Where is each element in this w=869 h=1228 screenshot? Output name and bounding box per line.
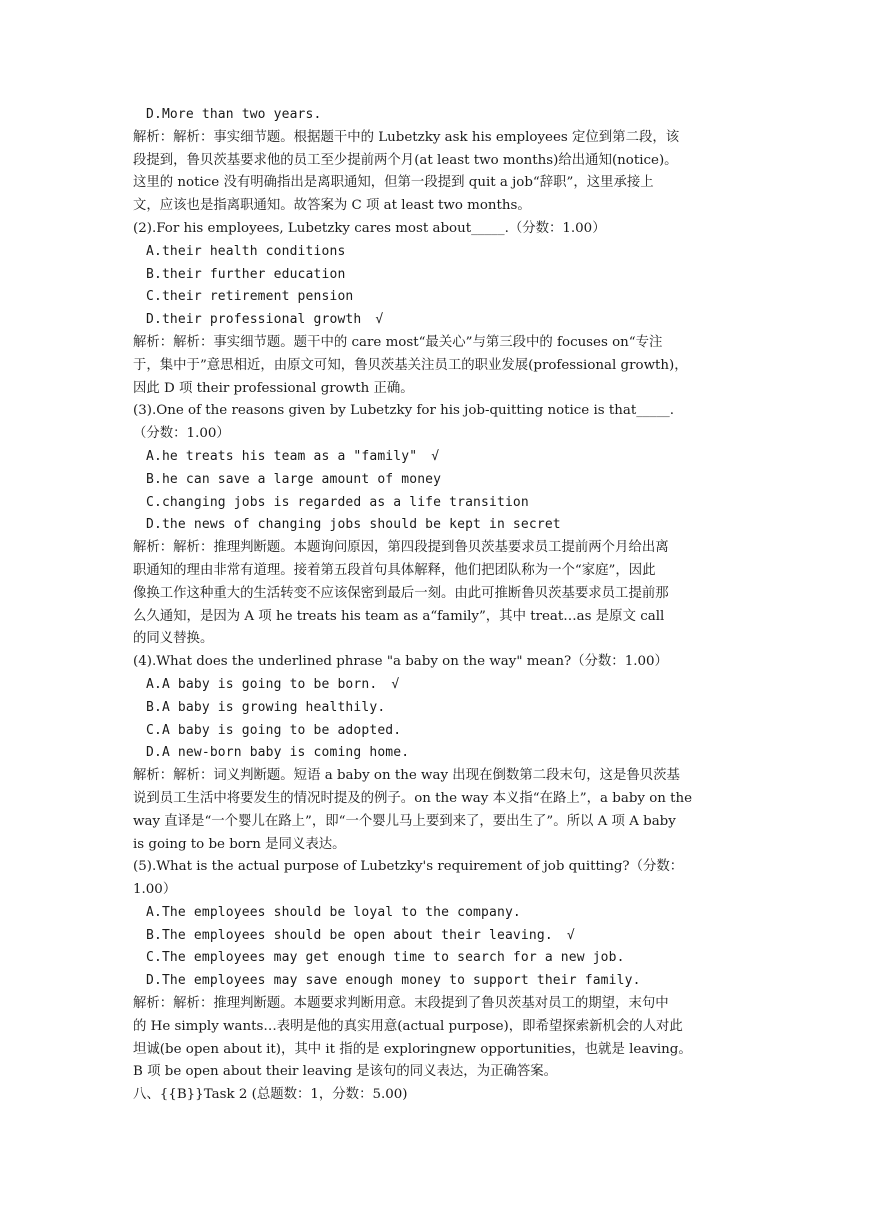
answer-option	[133, 720, 739, 743]
text-line	[133, 879, 739, 902]
line-text: B.he can save a large amount of money	[146, 471, 442, 487]
line-text: C.A baby is going to be adopted.	[146, 722, 402, 738]
line-text: 的同义替换。	[133, 631, 214, 647]
answer-option	[133, 241, 739, 264]
answer-option	[133, 514, 739, 537]
line-text: (4).What does the underlined phrase "a baby on the way" mean?（分数：1.00）	[133, 654, 668, 670]
text-line	[133, 218, 739, 241]
text-line	[133, 172, 739, 195]
answer-option	[133, 469, 739, 492]
line-text: C.changing jobs is regarded as a life transition	[146, 494, 529, 510]
answer-option	[133, 902, 739, 925]
line-text: A.A baby is going to be born.	[146, 676, 378, 692]
line-text: 解析：解析：事实细节题。题干中的 care most“最关心”与第三段中的 focuses on“专注	[133, 334, 663, 350]
text-line	[133, 583, 739, 606]
text-line	[133, 811, 739, 834]
answer-option	[133, 264, 739, 287]
answer-option	[133, 674, 739, 697]
answer-option	[133, 104, 739, 127]
answer-option	[133, 947, 739, 970]
line-text: 解析：解析：推理判断题。本题询问原因，第四段提到鲁贝茨基要求员工提前两个月给出离	[133, 540, 669, 556]
text-line	[133, 378, 739, 401]
text-line	[133, 628, 739, 651]
correct-checkmark: √	[566, 927, 575, 943]
text-line	[133, 651, 739, 674]
line-text: C.their retirement pension	[146, 289, 354, 305]
text-line	[133, 127, 739, 150]
line-text: 这里的 notice 没有明确指出是离职通知，但第一段提到 quit a job“辞职”，这里承接上	[133, 175, 654, 191]
line-text: 因此 D 项 their professional growth 正确。	[133, 380, 414, 396]
line-text: A.he treats his team as a "family"	[146, 448, 418, 464]
line-text: 于，集中于”意思相近，由原文可知，鲁贝茨基关注员工的职业发展(professional growth)，	[133, 357, 688, 373]
correct-checkmark: √	[391, 676, 400, 692]
line-text: 么久通知，是因为 A 项 he treats his team as a“family”，其中 treat…as 是原文 call	[133, 608, 665, 624]
text-line	[133, 765, 739, 788]
line-text: way 直译是“一个婴儿在路上”，即“一个婴儿马上要到来了，要出生了”。所以 A 项 A baby	[133, 813, 676, 829]
document-body	[133, 104, 739, 1107]
line-text: (3).One of the reasons given by Lubetzky for his job-quitting notice is that_____.	[133, 403, 675, 419]
line-text: B 项 be open about their leaving 是该句的同义表达，为正确答案。	[133, 1064, 558, 1080]
line-text: B.The employees should be open about their leaving.	[146, 927, 553, 943]
line-text: D.The employees may save enough money to support their family.	[146, 973, 641, 989]
text-line	[133, 400, 739, 423]
text-line	[133, 788, 739, 811]
line-text: B.A baby is growing healthily.	[146, 699, 386, 715]
line-text: D.A new-born baby is coming home.	[146, 745, 410, 761]
line-text: (2).For his employees, Lubetzky cares most about_____.（分数：1.00）	[133, 220, 606, 236]
line-text: B.their further education	[146, 266, 346, 282]
answer-option	[133, 742, 739, 765]
text-line	[133, 1039, 739, 1062]
text-line	[133, 1084, 739, 1107]
line-text: (5).What is the actual purpose of Lubetzky's requirement of job quitting?（分数：	[133, 859, 684, 875]
correct-checkmark: √	[431, 448, 440, 464]
text-line	[133, 606, 739, 629]
line-text: 职通知的理由非常有道理。接着第五段首句具体解释，他们把团队称为一个“家庭”，因此	[133, 562, 656, 578]
text-line	[133, 423, 739, 446]
text-line	[133, 150, 739, 173]
line-text: A.their health conditions	[146, 243, 346, 259]
line-text: 说到员工生活中将要发生的情况时提及的例子。on the way 本义指“在路上”，a baby on the	[133, 790, 693, 806]
text-line	[133, 834, 739, 857]
answer-option	[133, 970, 739, 993]
text-line	[133, 355, 739, 378]
line-text: 解析：解析：事实细节题。根据题干中的 Lubetzky ask his employees 定位到第二段，该	[133, 129, 680, 145]
line-text: D.the news of changing jobs should be kept in secret	[146, 517, 561, 533]
line-text: 1.00）	[133, 882, 177, 898]
line-text: 解析：解析：推理判断题。本题要求判断用意。末段提到了鲁贝茨基对员工的期望，末句中	[133, 996, 669, 1012]
text-line	[133, 1061, 739, 1084]
line-text: D.More than two years.	[146, 107, 322, 122]
text-line	[133, 537, 739, 560]
line-text: （分数：1.00）	[133, 426, 230, 442]
line-text: 段提到，鲁贝茨基要求他的员工至少提前两个月(at least two months)给出通知(notice)。	[133, 152, 678, 168]
text-line	[133, 1016, 739, 1039]
line-text: C.The employees may get enough time to search for a new job.	[146, 950, 625, 966]
text-line	[133, 993, 739, 1016]
answer-option	[133, 492, 739, 515]
text-line	[133, 856, 739, 879]
text-line	[133, 332, 739, 355]
line-text: 八、{{B}}Task 2 (总题数：1，分数：5.00)	[133, 1087, 408, 1103]
line-text: D.their professional growth	[146, 312, 362, 328]
line-text: 文，应该也是指离职通知。故答案为 C 项 at least two months。	[133, 198, 531, 214]
correct-checkmark: √	[375, 312, 384, 328]
line-text: 解析：解析：词义判断题。短语 a baby on the way 出现在倒数第二段末句，这是鲁贝茨基	[133, 768, 680, 784]
answer-option	[133, 309, 739, 332]
line-text: A.The employees should be loyal to the company.	[146, 904, 521, 920]
answer-option	[133, 697, 739, 720]
line-text: 的 He simply wants…表明是他的真实用意(actual purpose)，即希望探索新机会的人对此	[133, 1018, 683, 1034]
answer-option	[133, 925, 739, 948]
line-text: 像换工作这种重大的生活转变不应该保密到最后一刻。由此可推断鲁贝茨基要求员工提前那	[133, 585, 669, 601]
answer-option	[133, 286, 739, 309]
text-line	[133, 195, 739, 218]
answer-option	[133, 446, 739, 469]
text-line	[133, 560, 739, 583]
line-text: 坦诚(be open about it)，其中 it 指的是 exploringnew opportunities，也就是 leaving。	[133, 1041, 692, 1057]
line-text: is going to be born 是同义表达。	[133, 836, 346, 852]
